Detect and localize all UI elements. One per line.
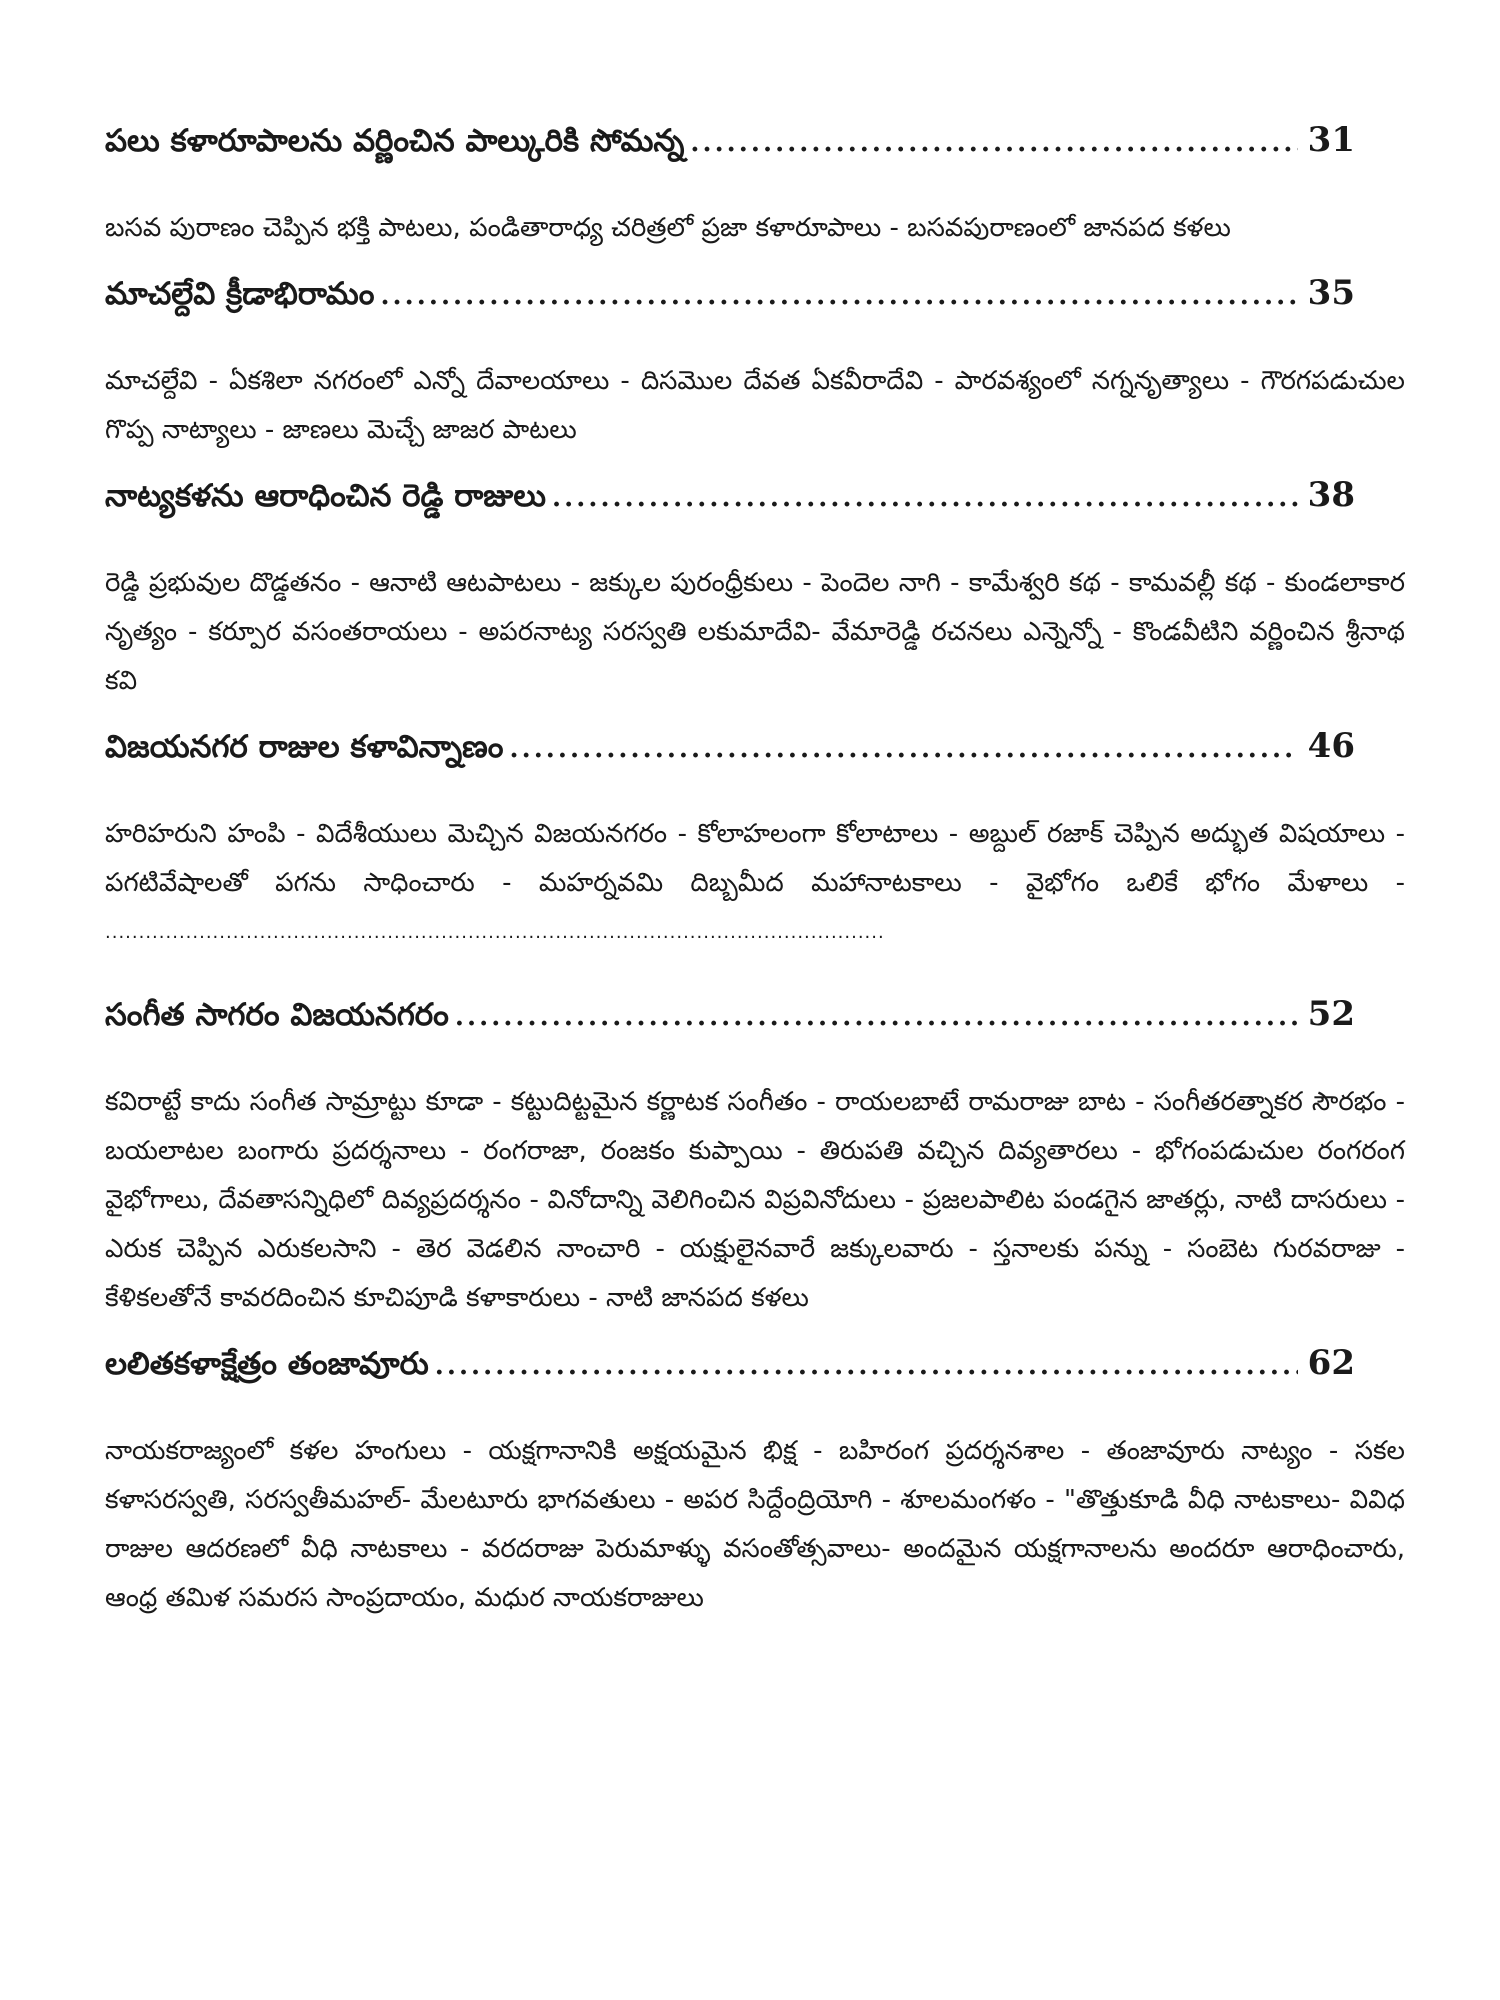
- dot-leader: [435, 1351, 1298, 1381]
- page-number: 52: [1307, 994, 1355, 1034]
- chapter-description: కవిరాట్టే కాదు సంగీత సామ్రాట్టు కూడా - కట్టుదిట్టమైన కర్ణాటక సంగీతం - రాయలబాటే రామరాజు బాట - సంగీతరత్నాకర సౌరభం - బయలాటల బంగారు ప్రదర్శనాలు - రంగరాజా, రంజకం కుప్పాయి - తిరుపతి వచ్చిన దివ్యతారలు - భోగంపడుచుల రంగరంగ వైభోగాలు, దేవతాసన్నిధిలో దివ్యప్రదర్శనం - వినోదాన్ని వెలిగించిన విప్రవినోదులు - ప్రజలపాలిట పండగైన జాతర్లు, నాటి దాసరులు - ఎరుక చెప్పిన ఎరుకలసాని - తెర వెడలిన నాంచారి - యక్షులైనవారే జక్కులవారు - స్తనాలకు పన్ను - సంబెట గురవరాజు - కేళికలతోనే కావరదించిన కూచిపూడి కళాకారులు - నాటి జానపద కళలు: [105, 1087, 1405, 1313]
- page-number: 38: [1307, 475, 1355, 515]
- chapter-heading: [105, 994, 1355, 1056]
- toc-entry: [105, 1343, 1405, 1623]
- chapter-description: [105, 810, 1405, 974]
- dot-leader: [455, 1002, 1298, 1032]
- toc-entry: [105, 273, 1405, 455]
- chapter-title: నాట్యకళను ఆరాధించిన రెడ్డి రాజులు: [105, 478, 547, 514]
- chapter-description: మాచల్దేవి - ఏకశిలా నగరంలో ఎన్నో దేవాలయాలు - దిసమొల దేవత ఏకవీరాదేవి - పారవశ్యంలో నగ్ననృత్యాలు - గౌరగపడుచుల గొప్ప నాట్యాలు - జాణలు మెచ్చే జాజర పాటలు: [105, 366, 1405, 445]
- chapter-title: విజయనగర రాజుల కళావిన్నాణం: [105, 729, 504, 765]
- page-number: 31: [1307, 120, 1355, 160]
- chapter-heading: [105, 726, 1355, 788]
- chapter-title: పలు కళారూపాలను వర్ణించిన పాల్కురికి సోమన్న: [105, 123, 685, 159]
- chapter-title: సంగీత సాగరం విజయనగరం: [105, 997, 449, 1033]
- dot-leader: [552, 483, 1298, 513]
- page-number: 35: [1307, 273, 1355, 313]
- page-number: 62: [1307, 1343, 1355, 1383]
- chapter-title: మాచల్దేవి క్రీడాభిరామం: [105, 276, 375, 312]
- toc-entry: [105, 120, 1405, 253]
- page-number: 46: [1307, 726, 1355, 766]
- toc-entry: [105, 994, 1405, 1323]
- dot-leader: [690, 128, 1297, 158]
- chapter-heading: [105, 475, 1355, 537]
- toc-entry: [105, 726, 1405, 974]
- table-of-contents: [105, 120, 1405, 1643]
- chapter-description: రెడ్డి ప్రభువుల దొడ్డతనం - ఆనాటి ఆటపాటలు - జక్కుల పురంధ్రీకులు - పెందెల నాగి - కామేశ్వరి కథ - కామవల్లీ కథ - కుండలాకార నృత్యం - కర్పూర వసంతరాయలు - అపరనాట్య సరస్వతి లకుమాదేవి- వేమారెడ్డి రచనలు ఎన్నెన్నో - కొండవీటిని వర్ణించిన శ్రీనాథ కవి: [105, 568, 1405, 696]
- chapter-description-text: హరిహరుని హంపి - విదేశీయులు మెచ్చిన విజయనగరం - కోలాహలంగా కోలాటాలు - అబ్దుల్ రజాక్ చెప్పిన అద్భుత విషయాలు - పగటివేషాలతో పగను సాధించారు - మహర్నవమి దిబ్బమీద మహానాటకాలు - వైభోగం ఒలికే భోగం మేళాలు -: [105, 819, 1405, 898]
- dot-leader: [380, 281, 1297, 311]
- chapter-description: బసవ పురాణం చెప్పిన భక్తి పాటలు, పండితారాధ్య చరిత్రలో ప్రజా కళారూపాలు - బసవపురాణంలో జానపద కళలు: [105, 213, 1231, 243]
- chapter-description: నాయకరాజ్యంలో కళల హంగులు - యక్షగానానికి అక్షయమైన భిక్ష - బహిరంగ ప్రదర్శనశాల - తంజావూరు నాట్యం - సకల కళాసరస్వతి, సరస్వతీమహల్- మేలటూరు భాగవతులు - అపర సిద్దేంద్రియోగి - శూలమంగళం - "తొత్తుకూడి వీధి నాటకాలు- వివిధ రాజుల ఆదరణలో వీధి నాటకాలు - వరదరాజు పెరుమాళ్ళు వసంతోత్సవాలు- అందమైన యక్షగానాలను అందరూ ఆరాధించారు, ఆంధ్ర తమిళ సమరస సాంప్రదాయం, మధుర నాయకరాజులు: [105, 1436, 1405, 1613]
- chapter-heading: [105, 1343, 1355, 1405]
- chapter-heading: [105, 120, 1355, 182]
- toc-entry: [105, 475, 1405, 706]
- dot-leader: [509, 734, 1297, 764]
- chapter-title: లలితకళాక్షేత్రం తంజావూరు: [105, 1346, 429, 1382]
- chapter-heading: [105, 273, 1355, 335]
- dot-leader: [105, 908, 885, 957]
